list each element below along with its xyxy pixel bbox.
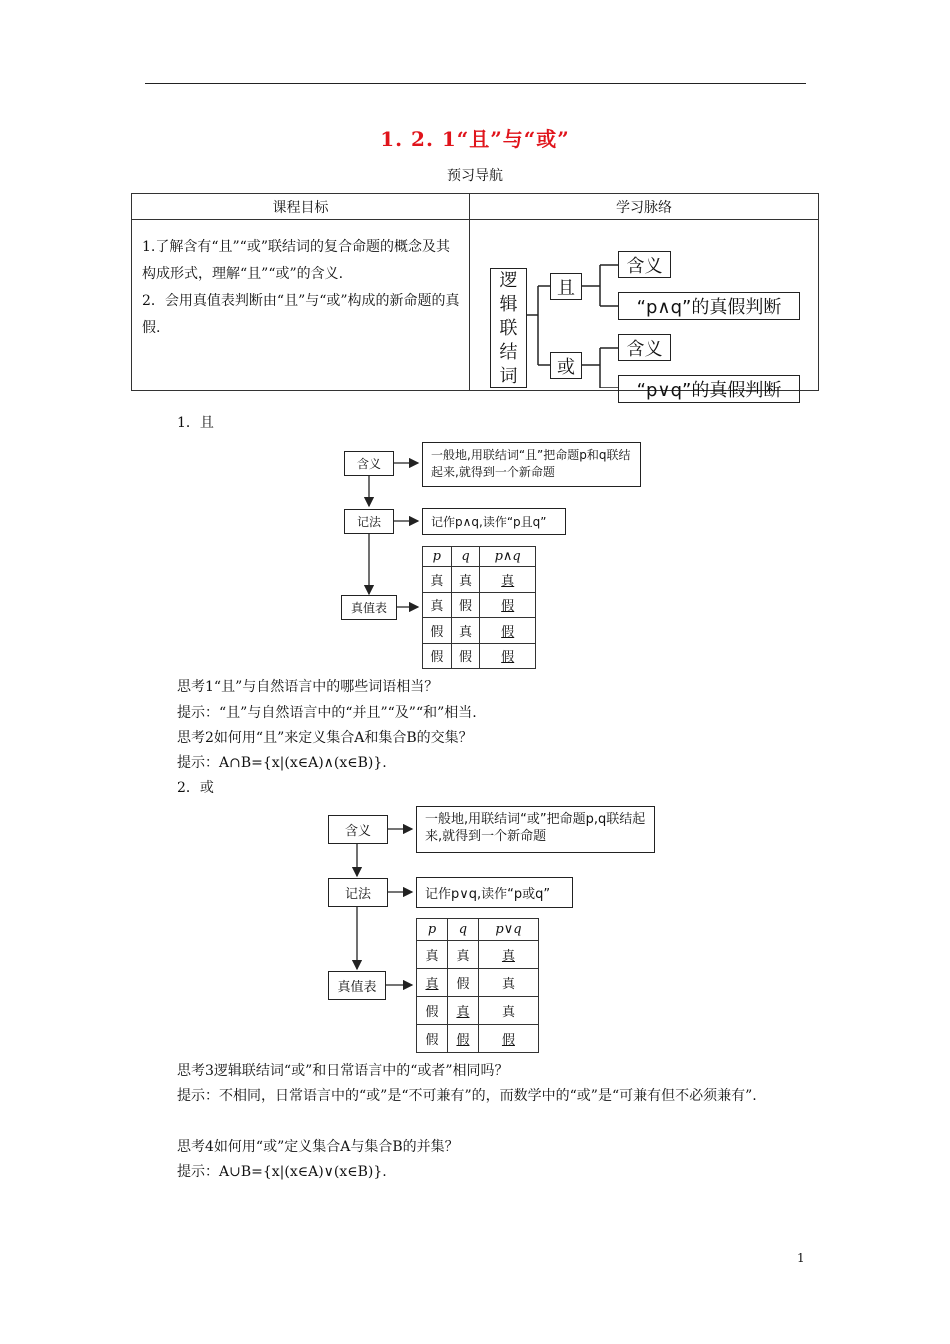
hint-2: 提示：A∩B={x|(x∈A)∧(x∈B)}. — [177, 755, 387, 771]
truth-cell: 假 — [480, 618, 536, 643]
truth-cell: 真 — [451, 567, 480, 592]
tree-and-meaning: 含义 — [618, 251, 671, 278]
truth-cell: 假 — [478, 1025, 538, 1053]
or-truth-label: 真值表 — [328, 971, 386, 1000]
col-header-outline: 学习脉络 — [470, 194, 819, 220]
goal-1: 1.了解含有“且”“或”联结词的复合命题的概念及其构成形式，理解“且”“或”的含义. — [142, 239, 450, 282]
and-th-p: p — [423, 547, 452, 567]
or-meaning-text: 一般地,用联结词“或”把命题p,q联结起来,就得到一个新命题 — [416, 806, 655, 853]
truth-cell: 假 — [447, 969, 478, 997]
truth-cell: 真 — [451, 618, 480, 643]
truth-cell: 假 — [447, 1025, 478, 1053]
truth-cell: 真 — [423, 567, 452, 592]
truth-cell: 真 — [417, 969, 448, 997]
truth-cell: 真 — [423, 592, 452, 617]
col-header-goals: 课程目标 — [132, 194, 470, 220]
tree-or-leaf: “p∨q”的真假判断 — [618, 375, 800, 403]
or-notation-text: 记作p∨q,读作“p或q” — [416, 877, 573, 908]
or-meaning-label: 含义 — [328, 815, 388, 844]
tree-or-meaning: 含义 — [618, 334, 671, 361]
truth-cell: 假 — [417, 997, 448, 1025]
think-4: 思考4如何用“或”定义集合A与集合B的并集？ — [177, 1139, 459, 1155]
and-th-q: q — [451, 547, 480, 567]
subtitle: 预习导航 — [447, 168, 503, 184]
or-notation-label: 记法 — [328, 878, 388, 907]
and-truth-table — [422, 546, 536, 669]
think-1: 思考1“且”与自然语言中的哪些词语相当？ — [177, 679, 439, 695]
think-2: 思考2如何用“且”来定义集合A和集合B的交集？ — [177, 730, 473, 746]
truth-cell: 真 — [478, 941, 538, 969]
goal-2: 2．会用真值表判断由“且”与“或”构成的新命题的真假. — [142, 293, 460, 336]
and-meaning-label: 含义 — [344, 451, 394, 476]
or-th-p: p — [417, 919, 448, 941]
and-truth-label: 真值表 — [341, 595, 397, 620]
or-th-result: p∨q — [478, 919, 538, 941]
hint-3: 提示：不相同，日常语言中的“或”是“不可兼有”的，而数学中的“或”是“可兼有但不必须兼有”. — [177, 1088, 757, 1104]
and-notation-text: 记作p∧q,读作“p且q” — [422, 508, 566, 535]
section2-heading: 2．或 — [177, 780, 214, 796]
truth-cell: 真 — [478, 997, 538, 1025]
truth-cell: 真 — [417, 941, 448, 969]
truth-cell: 真 — [447, 941, 478, 969]
or-th-q: q — [447, 919, 478, 941]
and-th-result: p∧q — [480, 547, 536, 567]
or-truth-table — [416, 918, 539, 1053]
tree-and-leaf: “p∧q”的真假判断 — [618, 292, 800, 320]
and-meaning-text: 一般地,用联结词“且”把命题p和q联结起来,就得到一个新命题 — [422, 442, 641, 487]
truth-cell: 假 — [417, 1025, 448, 1053]
truth-cell: 真 — [478, 969, 538, 997]
page-title: 1. 2. 1“且”与“或” — [380, 127, 570, 151]
hint-1: 提示：“且”与自然语言中的“并且”“及”“和”相当. — [177, 705, 477, 721]
think-3: 思考3逻辑联结词“或”和日常语言中的“或者”相同吗？ — [177, 1063, 509, 1079]
page-number: 1 — [797, 1251, 805, 1265]
truth-cell: 真 — [447, 997, 478, 1025]
tree-root: 逻 辑 联 结 词 — [490, 268, 527, 388]
hint-4: 提示：A∪B={x|(x∈A)∨(x∈B)}. — [177, 1164, 387, 1180]
tree-or-node: 或 — [550, 352, 582, 379]
and-notation-label: 记法 — [344, 509, 394, 534]
truth-cell: 真 — [480, 567, 536, 592]
truth-cell: 假 — [480, 592, 536, 617]
truth-cell: 假 — [423, 618, 452, 643]
section1-heading: 1．且 — [177, 415, 214, 431]
truth-cell: 假 — [451, 592, 480, 617]
truth-cell: 假 — [451, 643, 480, 668]
tree-and-node: 且 — [550, 273, 582, 300]
truth-cell: 假 — [423, 643, 452, 668]
truth-cell: 假 — [480, 643, 536, 668]
